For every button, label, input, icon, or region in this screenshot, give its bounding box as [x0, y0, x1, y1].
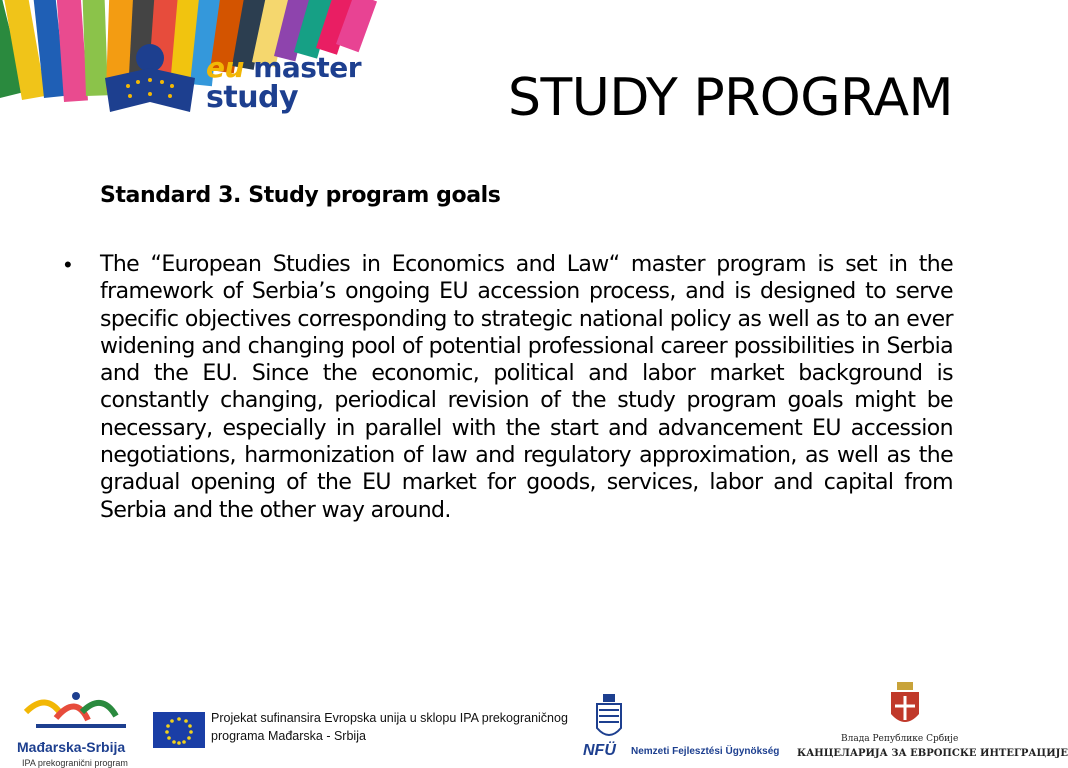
eu-master-study-logo — [0, 0, 375, 150]
slide-body-text: The “European Studies in Economics and Law“ master program is set in the framework of Serbia’s ongoing EU accession process, and is designed to serve specific objectives corresponding to strategic national policy as well as to an ever widening and changing pool of potential professional career possibilities in Serbia and the EU. Since the economic, political and labor market background is constantly changing, periodical revision of the study program goals might be necessary, especially in parallel with the start and advancement EU accession negotiations, harmonization of law and regulatory approximation, as well as the gradual opening of the EU market for goods, services, labor and capital from Serbia and the other way around. — [100, 252, 953, 523]
nfu-label: NFÜ — [583, 742, 616, 759]
project-line-2: programa Mađarska - Srbija — [211, 729, 366, 743]
eu-stars — [153, 712, 205, 748]
logo-master: master — [253, 51, 362, 84]
project-line-1: Projekat sufinansira Evropska unija u sklopu IPA prekograničnog — [211, 711, 568, 725]
madarska-srbija-subtitle: IPA prekogranični program — [22, 758, 128, 768]
madarska-srbija-name: Mađarska-Srbija — [17, 739, 126, 755]
hungarian-crest-icon — [589, 690, 629, 746]
logo-text — [206, 53, 361, 113]
madarska-srbija-logo — [16, 682, 144, 768]
project-cofinancing-text — [211, 709, 568, 745]
nfu-logo — [583, 690, 783, 766]
slide-title: STUDY PROGRAM — [508, 68, 953, 128]
eu-flag-icon — [153, 712, 205, 748]
serbian-coat-of-arms-icon — [885, 682, 925, 732]
nfu-name: Nemzeti Fejlesztési Ügynökség — [631, 746, 780, 757]
slide-subtitle: Standard 3. Study program goals — [100, 183, 501, 208]
serbia-eu-integration-office-logo — [795, 682, 1068, 768]
footer-logos — [0, 676, 1068, 768]
bullet-marker: • — [64, 252, 72, 277]
logo-eu: eu — [206, 51, 244, 84]
serbia-government-line: Влада Републике Србије — [841, 734, 959, 744]
logo-study: study — [206, 80, 299, 115]
madarska-srbija-emblem — [16, 682, 144, 738]
serbia-office-line: КАНЦЕЛАРИЈА ЗА ЕВРОПСКЕ ИНТЕГРАЦИЈЕ — [797, 748, 1068, 759]
